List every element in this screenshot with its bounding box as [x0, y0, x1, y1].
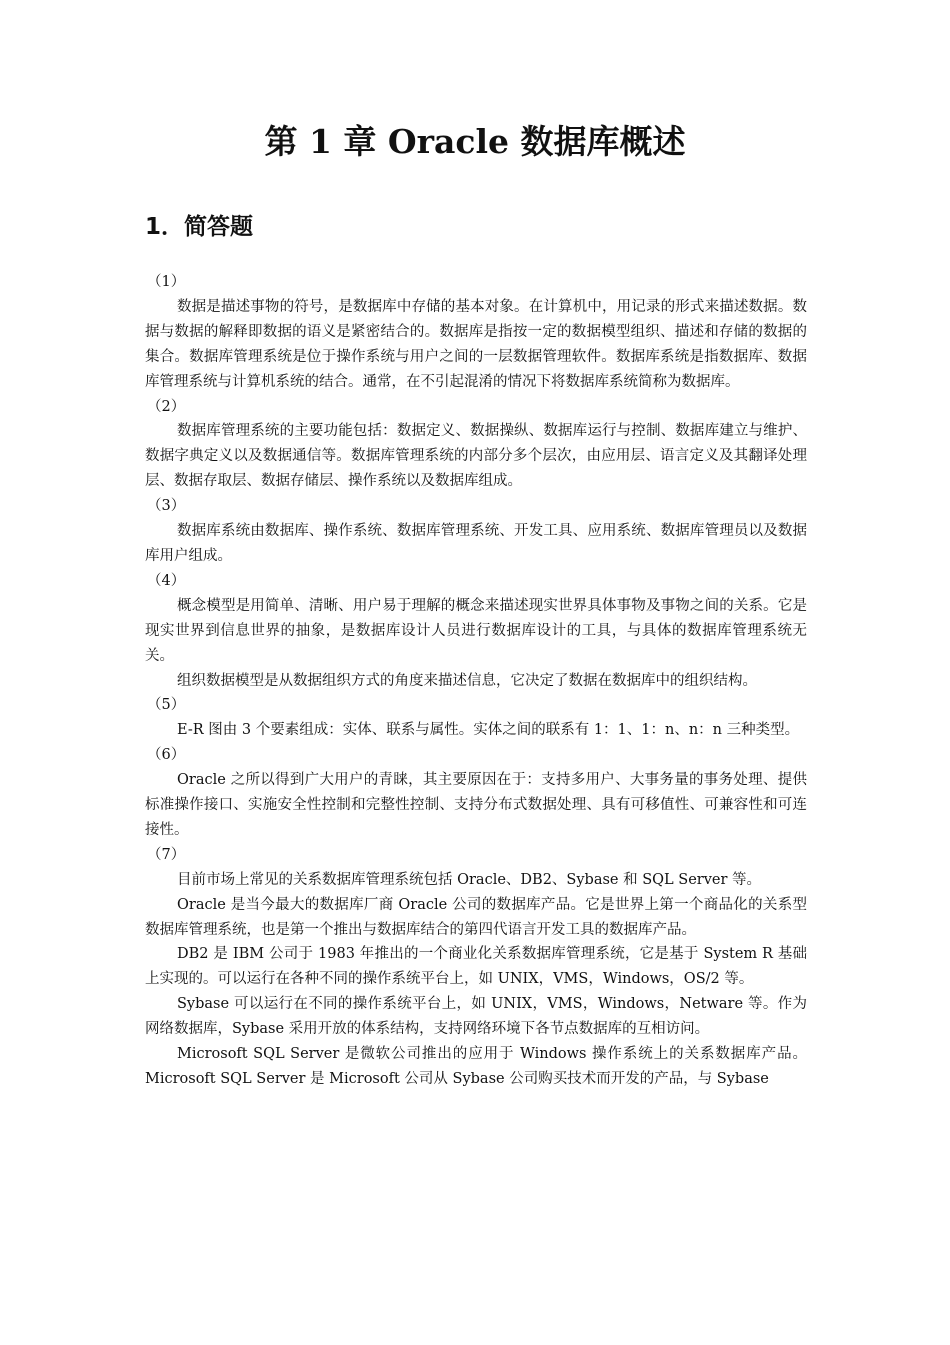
answer-paragraph: Sybase 可以运行在不同的操作系统平台上，如 UNIX，VMS，Windows，Netware 等。作为网络数据库，Sybase 采用开放的体系结构，支持网络环境下各节点数据库的互相访问。: [145, 996, 807, 1038]
answer-paragraph: Oracle 是当今最大的数据库厂商 Oracle 公司的数据库产品。它是世界上第一个商品化的关系型数据库管理系统，也是第一个推出与数据库结合的第四代语言开发工具的数据库产品。: [145, 896, 807, 938]
chapter-title: 第 1 章 Oracle 数据库概述: [264, 122, 686, 161]
question-block-4: [145, 569, 807, 694]
answer-paragraph: 数据库管理系统的主要功能包括：数据定义、数据操纵、数据库运行与控制、数据库建立与维护、数据字典定义以及数据通信等。数据库管理系统的内部分多个层次，由应用层、语言定义及其翻译处理层、数据存取层、数据存储层、操作系统以及数据库组成。: [145, 423, 807, 490]
question-number: （1）: [147, 274, 186, 290]
question-number: （5）: [147, 697, 186, 714]
answer-content: [145, 270, 807, 1092]
question-block-6: [145, 743, 807, 843]
question-block-7: [145, 843, 807, 1092]
answer-paragraph: 数据库系统由数据库、操作系统、数据库管理系统、开发工具、应用系统、数据库管理员以及数据库用户组成。: [145, 523, 807, 564]
answer-paragraph: 组织数据模型是从数据组织方式的角度来描述信息，它决定了数据在数据库中的组织结构。: [177, 672, 757, 689]
answer-paragraph: 概念模型是用简单、清晰、用户易于理解的概念来描述现实世界具体事物及事物之间的关系。它是现实世界到信息世界的抽象，是数据库设计人员进行数据库设计的工具，与具体的数据库管理系统无关。: [145, 597, 807, 664]
question-block-3: [145, 494, 807, 569]
question-block-1: [145, 270, 807, 395]
answer-paragraph: Oracle 之所以得到广大用户的青睐，其主要原因在于：支持多用户、大事务量的事务处理、提供标准操作接口、实施安全性控制和完整性控制、支持分布式数据处理、具有可移值性、可兼容性和可连接性。: [145, 772, 807, 838]
question-number: （4）: [147, 572, 186, 589]
answer-paragraph: Microsoft SQL Server 是微软公司推出的应用于 Windows 操作系统上的关系数据库产品。Microsoft SQL Server 是 Microsoft 公司从 Sybase 公司购买技术而开发的产品，与 Sybase: [145, 1046, 807, 1087]
question-number: （3）: [147, 498, 186, 515]
answer-paragraph: 目前市场上常见的关系数据库管理系统包括 Oracle、DB2、Sybase 和 SQL Server 等。: [177, 871, 762, 888]
question-block-5: [145, 693, 807, 743]
question-number: （2）: [147, 398, 186, 415]
section-heading: 1．简答题: [145, 214, 254, 240]
answer-paragraph: E-R 图由 3 个要素组成：实体、联系与属性。实体之间的联系有 1：1、1：n、n：n 三种类型。: [177, 722, 800, 739]
answer-paragraph: DB2 是 IBM 公司于 1983 年推出的一个商业化关系数据库管理系统，它是基于 System R 基础上实现的。可以运行在各种不同的操作系统平台上，如 UNIX，VMS，Windows，OS/2 等。: [145, 946, 807, 988]
answer-paragraph: 数据是描述事物的符号，是数据库中存储的基本对象。在计算机中，用记录的形式来描述数据。数据与数据的解释即数据的语义是紧密结合的。数据库是指按一定的数据模型组织、描述和存储的数据的集合。数据库管理系统是位于操作系统与用户之间的一层数据管理软件。数据库系统是指数据库、数据库管理系统与计算机系统的结合。通常，在不引起混淆的情况下将数据库系统简称为数据库。: [145, 298, 807, 390]
question-number: （7）: [147, 846, 186, 863]
question-number: （6）: [147, 747, 186, 764]
question-block-2: [145, 395, 807, 495]
